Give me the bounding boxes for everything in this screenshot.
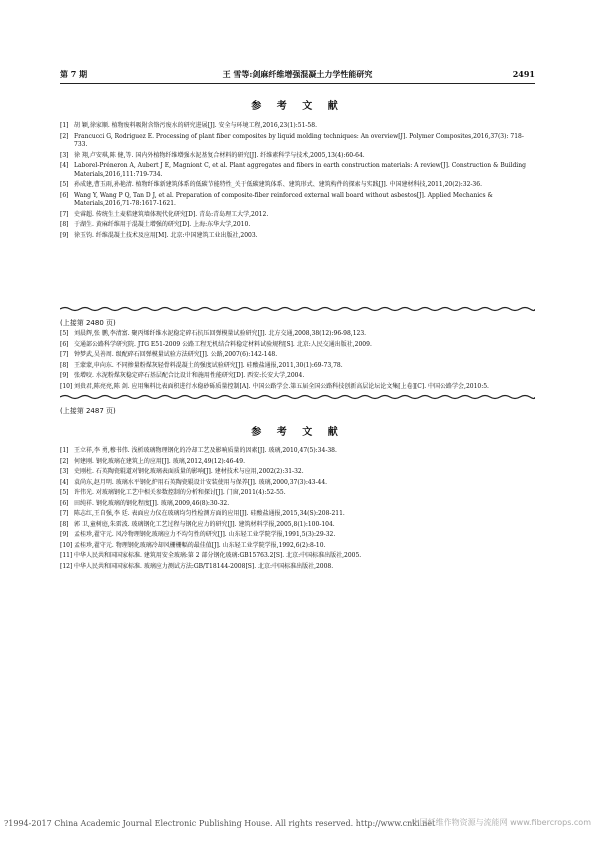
reference-item	[60, 542, 535, 551]
reference-text: 中华人民共和国国家标准. 建筑用安全玻璃:第 2 部分钢化玻璃:GB15763.2[S]. 北京:中国标准出版社,2005.	[74, 552, 362, 559]
reference-text: 于湖生. 黄麻纤维用于混凝土增强的研究[D]. 上海:东华大学,2010.	[74, 221, 251, 228]
reference-number: [5]	[60, 489, 69, 496]
wave-divider-2	[60, 394, 535, 400]
reference-item	[60, 232, 535, 241]
reference-number: [9]	[60, 531, 69, 538]
reference-item	[60, 489, 535, 498]
reference-number: [9]	[60, 231, 69, 239]
reference-text: 何建刚. 钢化玻璃在建筑上的应用[J]. 玻璃,2012,49(12):46-49.	[74, 457, 245, 465]
reference-number: [6]	[60, 191, 69, 199]
reference-text: Francucci G, Rodriguez E. Processing of plant fiber composites by liquid molding techniques: An overview[J]. Polymer Composites,2016,37(3): 718-733.	[74, 132, 524, 148]
reference-item	[60, 181, 535, 190]
reference-text: 许伟光. 对玻璃钢化工艺中相关参数控制的分析和探讨[J]. 门窗,2011(4):52-55.	[74, 489, 286, 496]
reference-item	[60, 133, 535, 150]
reference-text: 袁尚东,赵月明. 玻璃水平钢化炉用石英陶瓷辊设计安装使用与保养[J]. 玻璃,2000,37(3):43-44.	[74, 478, 328, 486]
running-header	[60, 66, 535, 82]
reference-text: 张增咬. 水泥粉煤灰稳定碎石基层配合比设计和施用性能研究[D]. 西安:长安大学,2004.	[74, 372, 305, 379]
reference-text: 胡 颖,徐家顺. 植物废料吸附含铬污废水的研究进展[J]. 安全与环境工程,2016,23(1):51-58.	[74, 122, 317, 129]
reference-number: [4]	[60, 478, 69, 486]
reference-item	[60, 383, 535, 392]
reference-number: [2]	[60, 457, 69, 465]
header-rule	[60, 83, 535, 84]
reference-number: [2]	[60, 132, 69, 140]
continued-from-label-1: (上接第 2480 页)	[60, 319, 116, 327]
reference-text: 徐 翔,卢安琪,陈 健,等. 国内外植物纤维增强水泥基复合材料的研究[J]. 纤维素科学与技术,2005,13(4):60-64.	[74, 151, 365, 159]
reference-item	[60, 192, 535, 209]
reference-item	[60, 500, 535, 509]
reference-text: 史刚杜. 石英陶瓷辊道对钢化玻璃表面质量的影响[J]. 建材技术与应用,2002(2):31-32.	[74, 468, 304, 475]
reference-item	[60, 510, 535, 519]
site-watermark: 中国纤维作物资源与流能网 www.fibercrops.com	[411, 818, 591, 827]
reference-item	[60, 552, 535, 561]
reference-text: 孟桂珍,翟守元. 风冷物理钢化玻璃应力不均匀性的研究[J]. 山东轻工业学院学报,1991,5(3):29-32.	[74, 531, 336, 538]
reference-number: [8]	[60, 520, 69, 528]
reference-number: [7]	[60, 210, 69, 218]
reference-item	[60, 211, 535, 220]
page-footer	[0, 814, 595, 828]
page-number: 2491	[512, 69, 535, 79]
references-heading-1: 参 考 文 献	[251, 101, 344, 112]
reference-number: [5]	[60, 330, 69, 337]
reference-number: [7]	[60, 510, 69, 517]
reference-number: [8]	[60, 221, 69, 228]
reference-number: [8]	[60, 361, 69, 369]
reference-text: 郭 卫,童树庭,朱雷波. 玻璃钢化工艺过程与钢化应力的研究[J]. 建筑材料学报,2005,8(1):100-104.	[74, 520, 335, 528]
reference-number: [6]	[60, 340, 69, 348]
reference-item	[60, 341, 535, 350]
reference-item	[60, 468, 535, 477]
reference-item	[60, 152, 535, 161]
reference-number: [1]	[60, 447, 69, 454]
reference-item	[60, 563, 535, 572]
wave-divider-1	[60, 306, 535, 312]
reference-item	[60, 521, 535, 530]
reference-number: [7]	[60, 351, 69, 358]
reference-text: 刘晨辉,张 鹏,李清富. 聚丙烯纤维水泥稳定碎石抗压回弹模量试验研究[J]. 北方交通,2008,38(12):96-98,123.	[74, 330, 367, 337]
reference-item	[60, 221, 535, 230]
reference-number: [10]	[60, 382, 73, 390]
reference-text: 孙成建,曹玉雨,孙艳清. 植物纤维新建筑体系的低碳节能特性_关于低碳建筑体系、建筑形式、建筑构件的探索与实践[J]. 中国建材科技,2011,20(2):32-36.	[74, 181, 482, 188]
reference-item	[60, 122, 535, 131]
reference-item	[60, 372, 535, 381]
running-title: 王 雪等:剑麻纤维增强混凝土力学性能研究	[222, 69, 373, 79]
reference-text: 陈志红,王自强,李 廷. 表面应力仪在玻璃均匀性检测方面的应用[J]. 硅酸盐通报,2015,34(S):208-211.	[74, 510, 345, 517]
reference-text: 田纯祥. 钢化玻璃的钢化程度[J]. 玻璃,2009,46(8):30-32.	[74, 499, 230, 507]
reference-text: 史睿超. 传统生土麦秸建筑墙体现代化研究[D]. 青岛:青岛理工大学,2012.	[74, 210, 269, 218]
reference-text: 刘贵君,陈亮亮,陈 剑. 应用集料比表面积进行水稳砂砾质量控制[A]. 中国公路学会.第五届全国公路科技创新高层论坛论文集[上卷][C]. 中国公路学会,2010:5.	[74, 382, 489, 390]
reference-number: [3]	[60, 468, 69, 475]
reference-number: [11]	[60, 552, 73, 559]
reference-text: Wang Y, Wang P Q, Tan D J, et al. Preparation of composite-fiber reinforced external wall board without asbestos[J]. Applied Mechanics & Materials,2016,71-78:1617-1621.	[74, 191, 493, 207]
reference-text: Laborel-Préneron A, Aubert J E, Magniont C, et al. Plant aggregates and fibers in earth construction materials: A review[J]. Construction & Building Materials,2016,111:719-734.	[74, 162, 526, 178]
reference-text: 徐玉钧. 纤维混凝土技术及应用[M]. 北京:中国建筑工业出版社,2003.	[74, 231, 258, 239]
reference-number: [1]	[60, 122, 69, 129]
reference-list-2	[60, 330, 535, 393]
issue-number: 第 7 期	[60, 69, 88, 79]
reference-item	[60, 479, 535, 488]
reference-item	[60, 531, 535, 540]
reference-number: [6]	[60, 499, 69, 507]
reference-number: [3]	[60, 151, 69, 159]
reference-number: [9]	[60, 372, 69, 379]
reference-text: 王蒙蒙,申向东. 不同掺量粉煤灰轻骨料混凝土的强度试验研究[J]. 硅酸盐通报,2011,30(1):69-73,78.	[74, 361, 343, 369]
references-heading-2: 参 考 文 献	[251, 427, 344, 438]
reference-item	[60, 447, 535, 456]
reference-number: [5]	[60, 181, 69, 188]
continued-from-label-2: (上接第 2487 页)	[60, 407, 116, 415]
reference-number: [10]	[60, 541, 73, 549]
reference-text: 交通部公路科学研究院. JTG E51-2009 公路工程无机结合料稳定材料试验规程[S]. 北京:人民交通出版社,2009.	[74, 340, 372, 348]
reference-list-3	[60, 447, 535, 573]
reference-item	[60, 330, 535, 339]
reference-item	[60, 458, 535, 467]
reference-item	[60, 351, 535, 360]
reference-text: 钟梦武,吴善周. 级配碎石回弹模量试验方法研究[J]. 公路,2007(6):142-148.	[74, 351, 278, 358]
copyright-notice: ?1994-2017 China Academic Journal Electronic Publishing House. All rights reserved. http://www.cnki.net	[4, 819, 436, 828]
reference-text: 孟桂珍,翟守元. 物理钢化玻璃冷却风栅栅幅的最佳值[J]. 山东轻工业学院学报,1992,6(2):8-10.	[74, 541, 326, 549]
reference-text: 王立祥,李 勇,穆书伟. 浅析玻璃物理钢化的冷却工艺及影响质量的因素[J]. 玻璃,2010,47(5):34-38.	[74, 447, 337, 454]
reference-text: 中华人民共和国国家标准. 玻璃应力测试方法:GB/T18144-2008[S]. 北京:中国标准出版社,2008.	[74, 562, 334, 570]
reference-number: [12]	[60, 562, 73, 570]
reference-item	[60, 162, 535, 179]
reference-list-1	[60, 122, 535, 242]
reference-item	[60, 362, 535, 371]
reference-number: [4]	[60, 162, 69, 169]
